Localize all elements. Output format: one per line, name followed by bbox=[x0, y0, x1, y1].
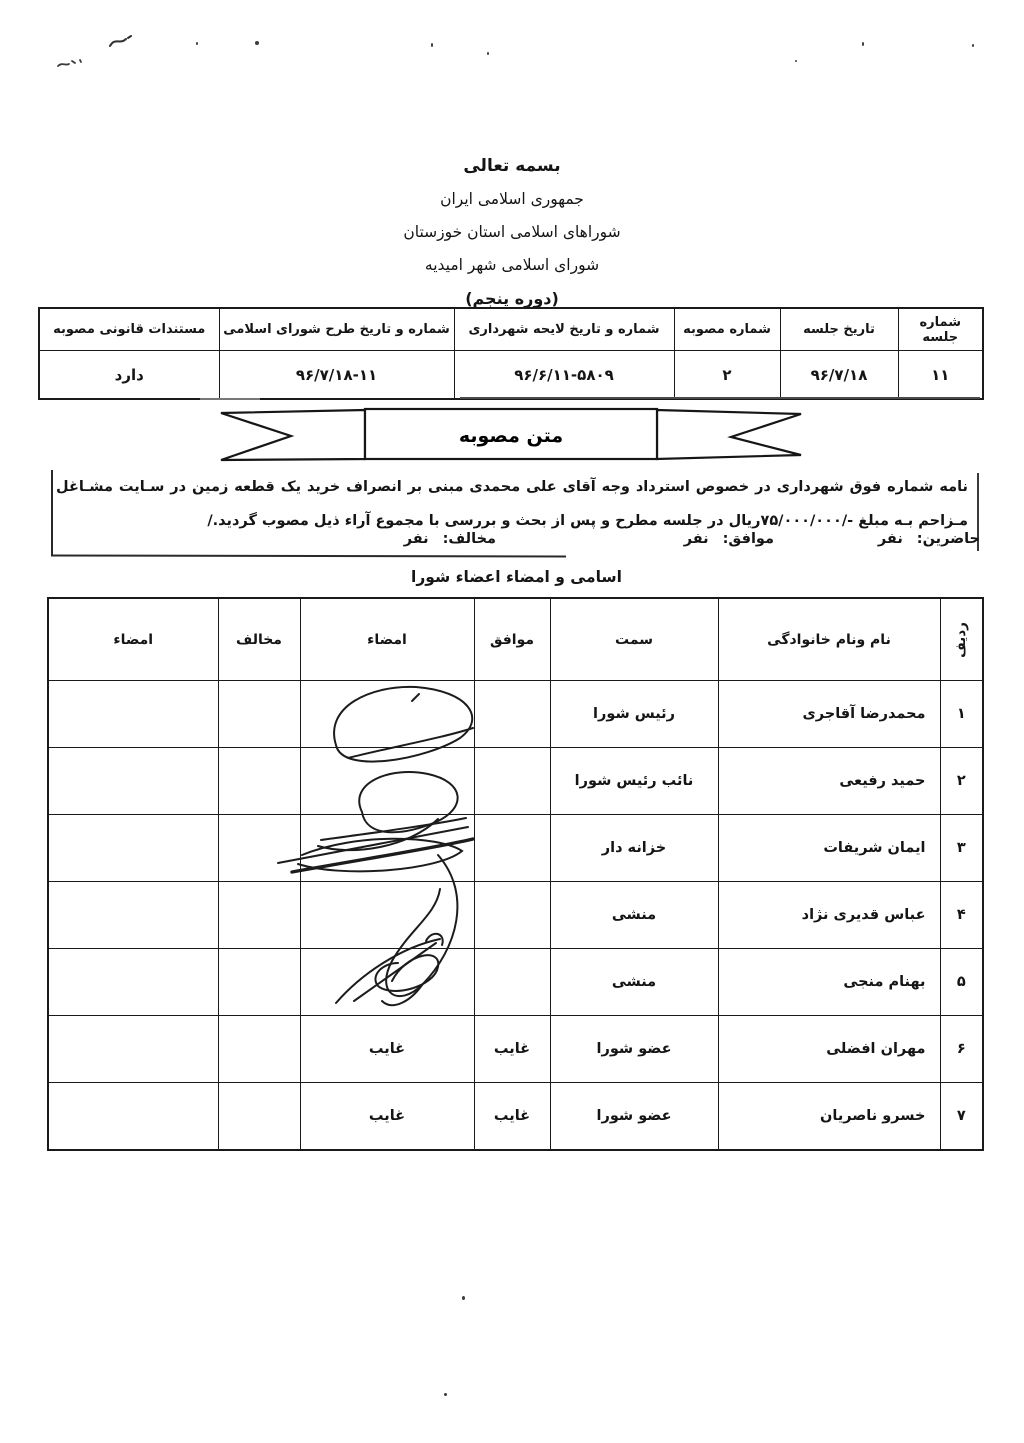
member-row bbox=[48, 748, 983, 815]
member-position: عضو شورا bbox=[550, 1083, 718, 1151]
member-oppose bbox=[218, 949, 300, 1016]
member-signature-cell bbox=[300, 748, 474, 815]
member-signature2-cell bbox=[48, 748, 218, 815]
attendance-underline bbox=[51, 554, 566, 557]
oppose-count bbox=[404, 531, 496, 547]
member-num: ۵ bbox=[940, 949, 983, 1016]
member-signature-cell bbox=[300, 882, 474, 949]
member-num: ۷ bbox=[940, 1083, 983, 1151]
member-name: محمدرضا آقاجری bbox=[718, 681, 940, 748]
member-agree: غایب bbox=[474, 1016, 550, 1083]
member-row bbox=[48, 1016, 983, 1083]
present-value: نفر bbox=[877, 531, 903, 547]
col-signature: امضاء bbox=[300, 598, 474, 681]
member-agree bbox=[474, 949, 550, 1016]
member-name: عباس قدیری نژاد bbox=[718, 882, 940, 949]
banner-title: متن مصوبه bbox=[458, 425, 564, 447]
plan-number-date-value: ۹۶/۷/۱۸-۱۱ bbox=[219, 351, 454, 400]
city-council-line: شورای اسلامی شهر امیدیه bbox=[424, 256, 600, 274]
member-num: ۳ bbox=[940, 815, 983, 882]
info-value-row bbox=[39, 351, 983, 400]
scan-artifact bbox=[487, 52, 489, 55]
member-name: خسرو ناصریان bbox=[718, 1083, 940, 1151]
members-header-row bbox=[48, 598, 983, 681]
member-num: ۴ bbox=[940, 882, 983, 949]
col-position: سمت bbox=[550, 598, 718, 681]
scan-artifact bbox=[431, 43, 433, 47]
scan-artifact bbox=[862, 42, 864, 46]
agree-count bbox=[684, 531, 774, 547]
session-date-value: ۹۶/۷/۱۸ bbox=[780, 351, 898, 400]
member-agree: غایب bbox=[474, 1083, 550, 1151]
members-section-heading: اسامی و امضاء اعضاء شورا bbox=[411, 568, 622, 586]
member-signature-cell: غایب bbox=[300, 1016, 474, 1083]
resolution-info-table bbox=[38, 307, 984, 400]
col-row-number bbox=[940, 598, 983, 681]
member-position: منشی bbox=[550, 882, 718, 949]
members-signature-table bbox=[47, 597, 984, 1151]
member-oppose bbox=[218, 748, 300, 815]
col-agree: موافق bbox=[474, 598, 550, 681]
member-signature-cell bbox=[300, 949, 474, 1016]
session-number-value: ۱۱ bbox=[898, 351, 983, 400]
col-resolution-number: شماره مصوبه bbox=[674, 308, 780, 351]
member-agree bbox=[474, 748, 550, 815]
member-oppose bbox=[218, 882, 300, 949]
member-row bbox=[48, 949, 983, 1016]
agree-value: نفر bbox=[683, 531, 709, 547]
col-plan-number-date: شماره و تاریخ طرح شورای اسلامی bbox=[219, 308, 454, 351]
agree-label: موافق: bbox=[722, 531, 774, 547]
member-num: ۱ bbox=[940, 681, 983, 748]
member-signature2-cell bbox=[48, 949, 218, 1016]
member-signature2-cell bbox=[48, 1016, 218, 1083]
col-session-date: تاریخ جلسه bbox=[780, 308, 898, 351]
bill-number-date-value: ۹۶/۶/۱۱-۵۸۰۹ bbox=[454, 351, 674, 400]
member-name: بهنام منجی bbox=[718, 949, 940, 1016]
member-position: منشی bbox=[550, 949, 718, 1016]
col-signature2: امضاء bbox=[48, 598, 218, 681]
scan-artifact bbox=[972, 44, 974, 47]
ribbon-right-tail bbox=[657, 410, 801, 459]
member-position: عضو شورا bbox=[550, 1016, 718, 1083]
member-signature2-cell bbox=[48, 815, 218, 882]
oppose-value: نفر bbox=[403, 531, 429, 547]
scan-artifact bbox=[444, 1393, 447, 1396]
attendance-line bbox=[49, 531, 984, 557]
col-legal-docs: مستندات قانونی مصوبه bbox=[39, 308, 219, 351]
ribbon-left-tail bbox=[221, 410, 365, 460]
col-session-number: شماره جلسه bbox=[898, 308, 983, 351]
member-num: ۲ bbox=[940, 748, 983, 815]
member-name: مهران افضلی bbox=[718, 1016, 940, 1083]
member-position: نائب رئیس شورا bbox=[550, 748, 718, 815]
oppose-label: مخالف: bbox=[442, 531, 496, 547]
bismillah-line: بسمه تعالی bbox=[463, 156, 561, 176]
member-row bbox=[48, 1083, 983, 1151]
term-line: (دوره پنجم) bbox=[465, 289, 559, 308]
member-oppose bbox=[218, 1016, 300, 1083]
resolution-body-text: نامه شماره فوق شهرداری در خصوص استرداد وجه آقای علی محمدی مبنی بر انصراف خرید یک قطعه زمین در سـایت مشـاغل مـزاحم بـه مبلغ -/۷۵/۰۰۰/۰۰۰ریال در جلسه مطرح و پس از بحث و بررسی با مجموع آراء ذیل مصوب گردید./ bbox=[56, 479, 968, 529]
row-number-label: ردیف bbox=[953, 621, 970, 658]
member-agree bbox=[474, 815, 550, 882]
member-oppose bbox=[218, 681, 300, 748]
scan-artifact bbox=[795, 60, 797, 62]
col-oppose: مخالف bbox=[218, 598, 300, 681]
present-label: حاضرین: bbox=[916, 531, 980, 547]
col-full-name: نام ونام خانوادگی bbox=[718, 598, 940, 681]
member-oppose bbox=[218, 815, 300, 882]
scan-line bbox=[460, 397, 980, 399]
member-position: خزانه دار bbox=[550, 815, 718, 882]
member-num: ۶ bbox=[940, 1016, 983, 1083]
resolution-number-value: ۲ bbox=[674, 351, 780, 400]
member-name: حمید رفیعی bbox=[718, 748, 940, 815]
member-oppose bbox=[218, 1083, 300, 1151]
info-header-row bbox=[39, 308, 983, 351]
member-signature2-cell bbox=[48, 1083, 218, 1151]
scan-artifact bbox=[462, 1296, 465, 1300]
scan-artifact bbox=[196, 42, 198, 45]
member-signature-cell bbox=[300, 681, 474, 748]
member-agree bbox=[474, 681, 550, 748]
member-signature-cell bbox=[300, 815, 474, 882]
province-line: شوراهای اسلامی استان خوزستان bbox=[403, 223, 621, 241]
member-position: رئیس شورا bbox=[550, 681, 718, 748]
member-name: ایمان شریفات bbox=[718, 815, 940, 882]
resolution-banner-ribbon bbox=[215, 403, 807, 465]
scan-artifact bbox=[255, 41, 259, 45]
legal-docs-value: دارد bbox=[39, 351, 219, 400]
present-count bbox=[878, 531, 980, 547]
member-row bbox=[48, 815, 983, 882]
scan-artifact bbox=[108, 34, 134, 50]
member-signature2-cell bbox=[48, 882, 218, 949]
member-signature-cell: غایب bbox=[300, 1083, 474, 1151]
member-row bbox=[48, 882, 983, 949]
letterhead bbox=[0, 150, 1024, 315]
col-bill-number-date: شماره و تاریخ لایحه شهرداری bbox=[454, 308, 674, 351]
member-agree bbox=[474, 882, 550, 949]
member-row bbox=[48, 681, 983, 748]
member-signature2-cell bbox=[48, 681, 218, 748]
scan-line bbox=[200, 398, 260, 400]
country-line: جمهوری اسلامی ایران bbox=[440, 190, 584, 208]
scan-artifact bbox=[56, 57, 90, 69]
